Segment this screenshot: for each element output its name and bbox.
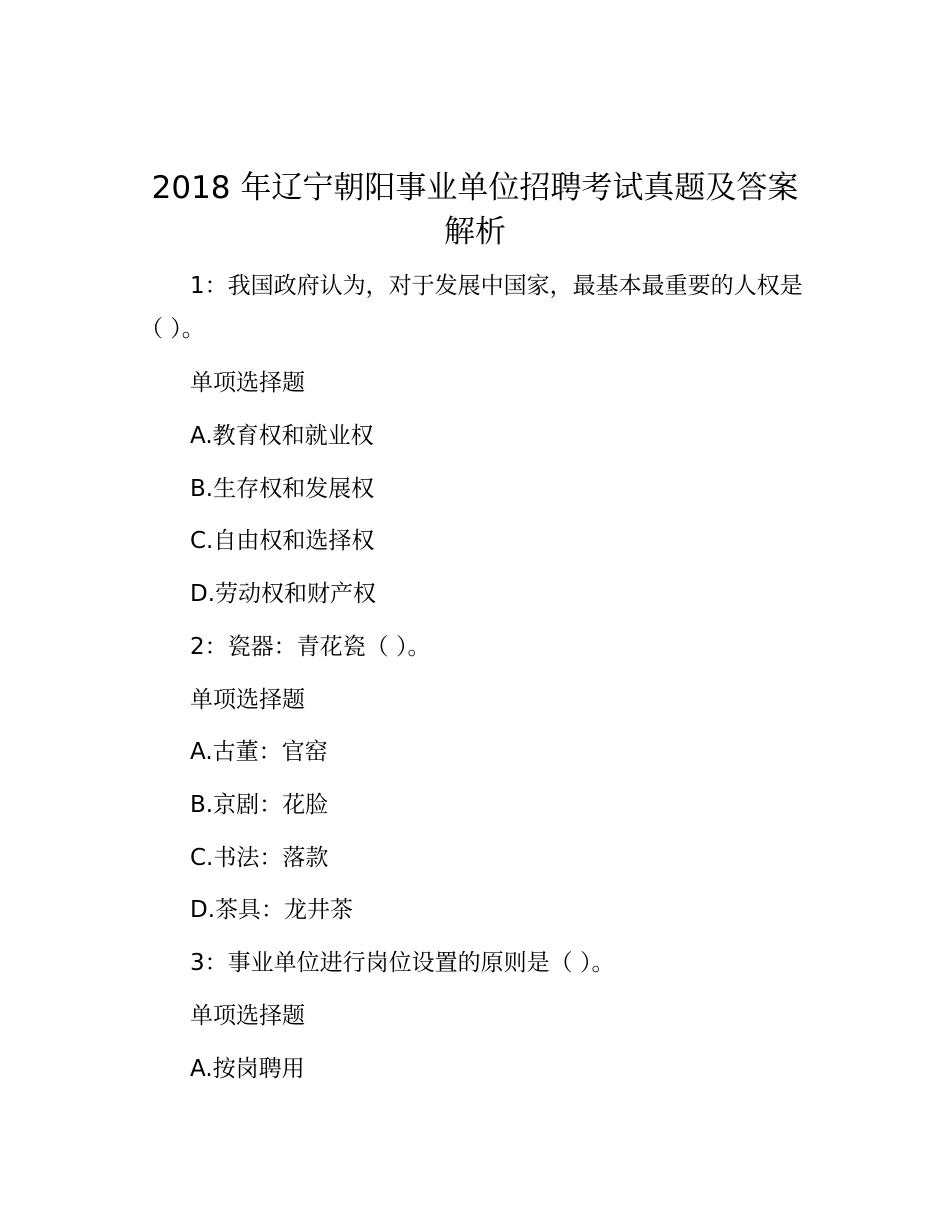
question-3-stem: 3：事业单位进行岗位设置的原则是（ ）。 [190, 950, 615, 976]
document-title: 2018 年辽宁朝阳事业单位招聘考试真题及答案解析 [151, 170, 799, 250]
question-1-option-b: B.生存权和发展权 [190, 476, 375, 502]
question-3-option-a: A.按岗聘用 [190, 1056, 305, 1082]
question-2-type: 单项选择题 [190, 687, 305, 713]
question-2-option-c: C.书法：落款 [190, 845, 329, 871]
question-2-stem: 2：瓷器：青花瓷（ ）。 [190, 634, 431, 660]
question-1-type: 单项选择题 [190, 370, 305, 396]
question-3-type: 单项选择题 [190, 1003, 305, 1029]
question-2-option-b: B.京剧：花脸 [190, 792, 329, 818]
question-2-option-d: D.茶具：龙井茶 [190, 897, 354, 923]
question-1-option-c: C.自由权和选择权 [190, 528, 375, 554]
question-1-stem: 1：我国政府认为，对于发展中国家，最基本最重要的人权是（ ）。 [140, 273, 803, 342]
question-1-option-a: A.教育权和就业权 [190, 423, 374, 449]
question-1-option-d: D.劳动权和财产权 [190, 581, 377, 607]
question-2-option-a: A.古董：官窑 [190, 739, 328, 765]
